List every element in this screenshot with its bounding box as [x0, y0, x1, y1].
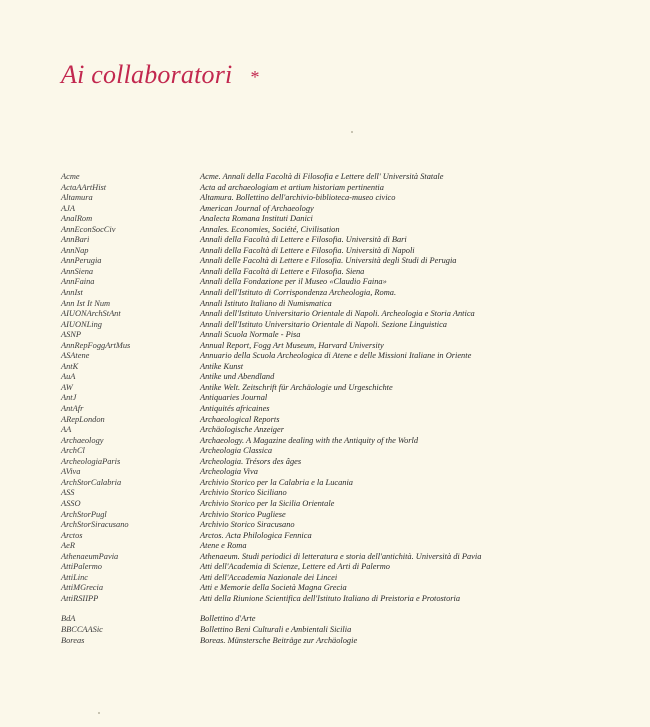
abbreviation: ArchCl — [61, 446, 85, 456]
abbreviation-row — [61, 415, 621, 426]
abbreviation-row — [61, 362, 621, 373]
abbreviation: AIUONLing — [61, 319, 102, 329]
abbreviation-row — [61, 193, 621, 204]
abbreviation: AeR — [61, 541, 75, 551]
abbreviation-row — [61, 225, 621, 236]
journal-title: Acta ad archaeologiam et artium historiam pertinentia — [200, 182, 384, 192]
journal-title: Acme. Annali della Facoltà di Filosofia e Lettere dell' Università Statale — [200, 172, 444, 181]
abbreviation: AnnBari — [61, 235, 90, 245]
abbreviation-row — [61, 636, 621, 647]
journal-title: Archivio Storico Siracusano — [200, 520, 295, 530]
abbreviation-row — [61, 541, 621, 552]
abbreviation-row — [61, 478, 621, 489]
journal-title: Annali Scuola Normale - Pisa — [200, 330, 301, 340]
journal-title: American Journal of Archaeology — [200, 203, 314, 213]
abbreviation-row — [61, 341, 621, 352]
abbreviation: AthenaeumPavia — [61, 551, 119, 561]
abbreviation-group-a — [61, 172, 621, 604]
abbreviation: ASSO — [61, 498, 81, 508]
abbreviation-row — [61, 573, 621, 584]
journal-title: Bollettino Beni Culturali e Ambientali Sicilia — [200, 624, 352, 634]
abbreviation: AntAfr — [61, 404, 84, 414]
journal-title: Annali della Facoltà di Lettere e Filosofia. Siena — [200, 266, 365, 276]
abbreviation-list — [61, 172, 621, 646]
abbreviation-row — [61, 330, 621, 341]
abbreviation: AntK — [61, 361, 79, 371]
journal-title: Atti dell'Academia di Scienze, Lettere ed Arti di Palermo — [200, 562, 390, 572]
journal-title: Annales. Economies, Société, Civilisation — [200, 224, 340, 234]
abbreviation-row — [61, 372, 621, 383]
abbreviation-row — [61, 351, 621, 362]
journal-title: Annuario della Scuola Archeologica di Atene e delle Missioni Italiane in Oriente — [200, 351, 472, 361]
abbreviation: BdA — [61, 614, 76, 624]
journal-title: Antike und Abendland — [200, 372, 275, 382]
journal-title: Archeologia. Trésors des âges — [200, 456, 302, 466]
journal-title: Boreas. Münstersche Beiträge zur Archäologie — [200, 635, 358, 645]
journal-title: Annali dell'Istituto di Corrispondenza Archeologia, Roma. — [200, 288, 397, 298]
journal-title: Annali dell'Istituto Universitario Orientale di Napoli. Sezione Linguistica — [200, 319, 447, 329]
abbreviation-row — [61, 425, 621, 436]
abbreviation: AntJ — [61, 393, 77, 403]
abbreviation-row — [61, 467, 621, 478]
journal-title: Arctos. Acta Philologica Fennica — [200, 530, 312, 540]
abbreviation: ArcheologiaParis — [61, 456, 121, 466]
abbreviation-row — [61, 172, 621, 183]
abbreviation-row — [61, 204, 621, 215]
abbreviation: AttiLinc — [61, 572, 88, 582]
abbreviation: AJA — [61, 203, 75, 213]
title-asterisk: * — [250, 67, 260, 87]
page-title: Ai collaboratori — [61, 60, 233, 89]
journal-title: Archeologia Viva — [200, 467, 258, 477]
abbreviation-row — [61, 488, 621, 499]
abbreviation-row — [61, 383, 621, 394]
group-spacer — [61, 604, 621, 614]
journal-title: Antiquités africaines — [200, 404, 270, 414]
abbreviation-row — [61, 320, 621, 331]
journal-title: Annali della Facoltà di Lettere e Filosofia. Università di Napoli — [200, 245, 415, 255]
abbreviation-row — [61, 214, 621, 225]
abbreviation: BBCCAASic — [61, 624, 103, 634]
abbreviation-group-b — [61, 614, 621, 646]
abbreviation: Ann Ist It Num — [61, 298, 111, 308]
abbreviation: AnnPerugia — [61, 256, 102, 266]
abbreviation: ASS — [61, 488, 75, 498]
abbreviation: ArchStorCalabria — [61, 477, 122, 487]
abbreviation: Acme — [61, 172, 80, 181]
abbreviation-row — [61, 531, 621, 542]
abbreviation-row — [61, 267, 621, 278]
journal-title: Archivio Storico per la Calabria e la Lucania — [200, 477, 353, 487]
journal-title: Atti e Memorie della Società Magna Grecia — [200, 583, 347, 593]
abbreviation-row — [61, 625, 621, 636]
journal-title: Annali Istituto Italiano di Numismatica — [200, 298, 332, 308]
abbreviation-row — [61, 614, 621, 625]
journal-title: Altamura. Bollettino dell'archivio-biblioteca-museo civico — [200, 193, 396, 203]
journal-title: Annali della Fondazione per il Museo «Claudio Faina» — [200, 277, 387, 287]
abbreviation: ActaAArtHist — [61, 182, 107, 192]
abbreviation-row — [61, 309, 621, 320]
journal-title: Analecta Romana Instituti Danici — [200, 214, 313, 224]
journal-title: Annali delle Facoltà di Lettere e Filosofia. Università degli Studi di Perugia — [200, 256, 457, 266]
abbreviation: AIUONArchStAnt — [61, 309, 121, 319]
abbreviation-row — [61, 594, 621, 605]
journal-title: Annual Report, Fogg Art Museum, Harvard University — [200, 340, 384, 350]
abbreviation: AnnNap — [61, 245, 89, 255]
abbreviation: AViva — [61, 467, 81, 477]
abbreviation-row — [61, 510, 621, 521]
abbreviation: ASAtene — [61, 351, 90, 361]
journal-title: Atti della Riunione Scientifica dell'Istituto Italiano di Preistoria e Protostoria — [200, 593, 461, 603]
journal-title: Annali della Facoltà di Lettere e Filosofia. Università di Bari — [200, 235, 407, 245]
abbreviation-row — [61, 288, 621, 299]
abbreviation-row — [61, 583, 621, 594]
journal-title: Annali dell'Istituto Universitario Orientale di Napoli. Archeologia e Storia Antica — [200, 309, 475, 319]
abbreviation: AttiRSIIPP — [61, 593, 99, 603]
journal-title: Archivio Storico per la Sicilia Orientale — [200, 498, 335, 508]
journal-title: Bollettino d'Arte — [200, 614, 256, 624]
journal-title: Archivio Storico Siciliano — [200, 488, 287, 498]
abbreviation: ARepLondon — [61, 414, 105, 424]
abbreviation-row — [61, 562, 621, 573]
abbreviation-row — [61, 256, 621, 267]
abbreviation: AnnIst — [61, 288, 83, 298]
journal-title: Antike Kunst — [200, 361, 244, 371]
abbreviation-row — [61, 499, 621, 510]
paper-speck — [98, 712, 100, 714]
abbreviation: AnnFaina — [61, 277, 95, 287]
journal-title: Atene e Roma — [200, 541, 247, 551]
journal-title: Archaeology. A Magazine dealing with the Antiquity of the World — [200, 435, 419, 445]
journal-title: Archaeological Reports — [200, 414, 280, 424]
journal-title: Antiquaries Journal — [200, 393, 268, 403]
abbreviation-row — [61, 520, 621, 531]
abbreviation: Arctos — [61, 530, 83, 540]
abbreviation-row — [61, 235, 621, 246]
abbreviation: ArchStorSiracusano — [61, 520, 129, 530]
abbreviation: Boreas — [61, 635, 85, 645]
abbreviation-row — [61, 277, 621, 288]
abbreviation: AnalRom — [61, 214, 93, 224]
journal-title: Archivio Storico Pugliese — [200, 509, 286, 519]
abbreviation: Altamura — [61, 193, 93, 203]
journal-title: Atti dell'Accademia Nazionale dei Lincei — [200, 572, 338, 582]
paper-speck — [351, 131, 353, 133]
abbreviation: AnnEconSocCiv — [61, 224, 116, 234]
abbreviation-row — [61, 404, 621, 415]
journal-title: Archeologia Classica — [200, 446, 273, 456]
abbreviation: AuA — [61, 372, 76, 382]
journal-title: Athenaeum. Studi periodici di letteratura e storia dell'antichità. Università di Pavia — [200, 551, 482, 561]
abbreviation-row — [61, 393, 621, 404]
abbreviation-row — [61, 552, 621, 563]
abbreviation: AnnSiena — [61, 266, 94, 276]
abbreviation-row — [61, 246, 621, 257]
abbreviation: Archaeology — [61, 435, 104, 445]
abbreviation: ArchStorPugl — [61, 509, 107, 519]
abbreviation: AW — [61, 382, 73, 392]
abbreviation-row — [61, 457, 621, 468]
abbreviation: AttiPalermo — [61, 562, 102, 572]
abbreviation: AttiMGrecia — [61, 583, 104, 593]
title-row — [61, 60, 259, 90]
abbreviation-row — [61, 299, 621, 310]
abbreviation-row — [61, 436, 621, 447]
abbreviation: AnnRepFoggArtMus — [61, 340, 131, 350]
abbreviation: ASNP — [61, 330, 82, 340]
abbreviation: AA — [61, 425, 72, 435]
journal-title: Archäologische Anzeiger — [200, 425, 284, 435]
abbreviation-row — [61, 446, 621, 457]
journal-title: Antike Welt. Zeitschrift für Archäologie und Urgeschichte — [200, 382, 393, 392]
abbreviation-row — [61, 183, 621, 194]
